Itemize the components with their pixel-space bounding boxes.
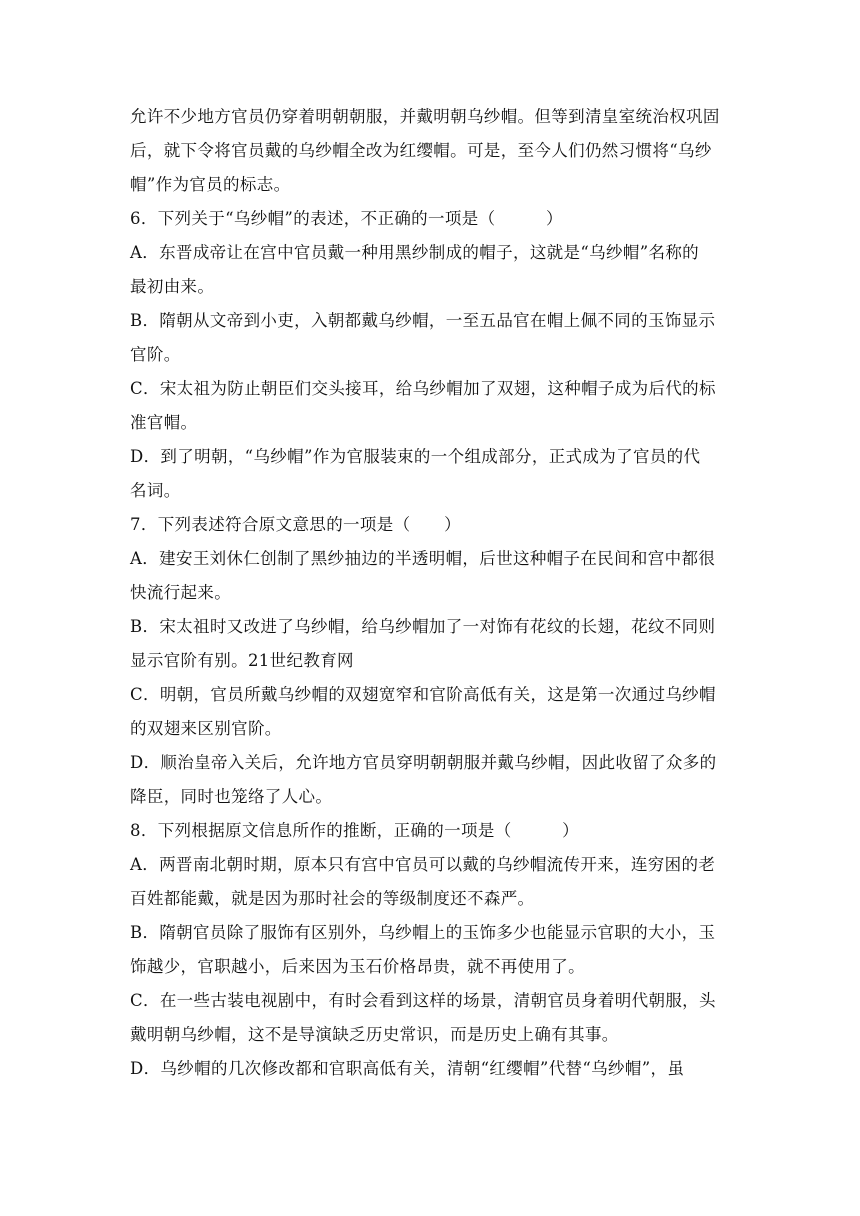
text-line: 百姓都能戴，就是因为那时社会的等级制度还不森严。: [130, 889, 535, 908]
question-6-option-a: A．东晋成帝让在宫中官员戴一种用黑纱制成的帽子，这就是“乌纱帽”名称的: [130, 243, 700, 262]
question-7-option-b: B．宋太祖时又改进了乌纱帽，给乌纱帽加了一对饰有花纹的长翅，花纹不同则: [130, 617, 716, 636]
text-line: 名词。: [130, 481, 181, 500]
question-7-option-a: A．建安王刘休仁创制了黑纱抽边的半透明帽，后世这种帽子在民间和宫中都很: [130, 549, 716, 568]
question-6-option-d: D．到了明朝，“乌纱帽”作为官服装束的一个组成部分，正式成为了官员的代: [130, 447, 701, 466]
text-line: 戴明朝乌纱帽，这不是导演缺乏历史常识，而是历史上确有其事。: [130, 1025, 619, 1044]
text-line: 饰越少，官职越小，后来因为玉石价格昂贵，就不再使用了。: [130, 957, 585, 976]
question-8-stem: 8．下列根据原文信息所作的推断，正确的一项是（ ）: [130, 821, 579, 840]
text-line: 允许不少地方官员仍穿着明朝朝服，并戴明朝乌纱帽。但等到清皇室统治权巩固: [130, 107, 720, 126]
text-line: 降臣，同时也笼络了人心。: [130, 787, 333, 806]
text-line: 帽”作为官员的标志。: [130, 175, 291, 194]
question-7-stem: 7．下列表述符合原文意思的一项是（ ）: [130, 515, 461, 534]
question-8-option-b: B．隋朝官员除了服饰有区别外，乌纱帽上的玉饰多少也能显示官职的大小，玉: [130, 923, 716, 942]
question-6-stem: 6．下列关于“乌纱帽”的表述，不正确的一项是（ ）: [130, 209, 563, 228]
question-7-option-d: D．顺治皇帝入关后，允许地方官员穿明朝朝服并戴乌纱帽，因此收留了众多的: [130, 753, 717, 772]
question-8-option-d: D．乌纱帽的几次修改都和官职高低有关，清朝“红缨帽”代替“乌纱帽”，虽: [130, 1059, 685, 1078]
text-line: 后，就下令将官员戴的乌纱帽全改为红缨帽。可是，至今人们仍然习惯将“乌纱: [130, 141, 712, 160]
text-line: 最初由来。: [130, 277, 215, 296]
text-line: 官阶。: [130, 345, 181, 364]
text-line: 准官帽。: [130, 413, 198, 432]
question-8-option-a: A．两晋南北朝时期，原本只有宫中官员可以戴的乌纱帽流传开来，连穷困的老: [130, 855, 716, 874]
question-6-option-c: C．宋太祖为防止朝臣们交头接耳，给乌纱帽加了双翅，这种帽子成为后代的标: [130, 379, 716, 398]
question-8-option-c: C．在一些古装电视剧中，有时会看到这样的场景，清朝官员身着明代朝服，头: [130, 991, 716, 1010]
question-6-option-b: B．隋朝从文帝到小吏，入朝都戴乌纱帽，一至五品官在帽上佩不同的玉饰显示: [130, 311, 716, 330]
text-line: 的双翅来区别官阶。: [130, 719, 282, 738]
text-line: 快流行起来。: [130, 583, 232, 602]
text-line: 显示官阶有别。21世纪教育网: [130, 651, 354, 670]
document-page: [130, 100, 734, 1086]
question-7-option-c: C．明朝，官员所戴乌纱帽的双翅宽窄和官阶高低有关，这是第一次通过乌纱帽: [130, 685, 716, 704]
